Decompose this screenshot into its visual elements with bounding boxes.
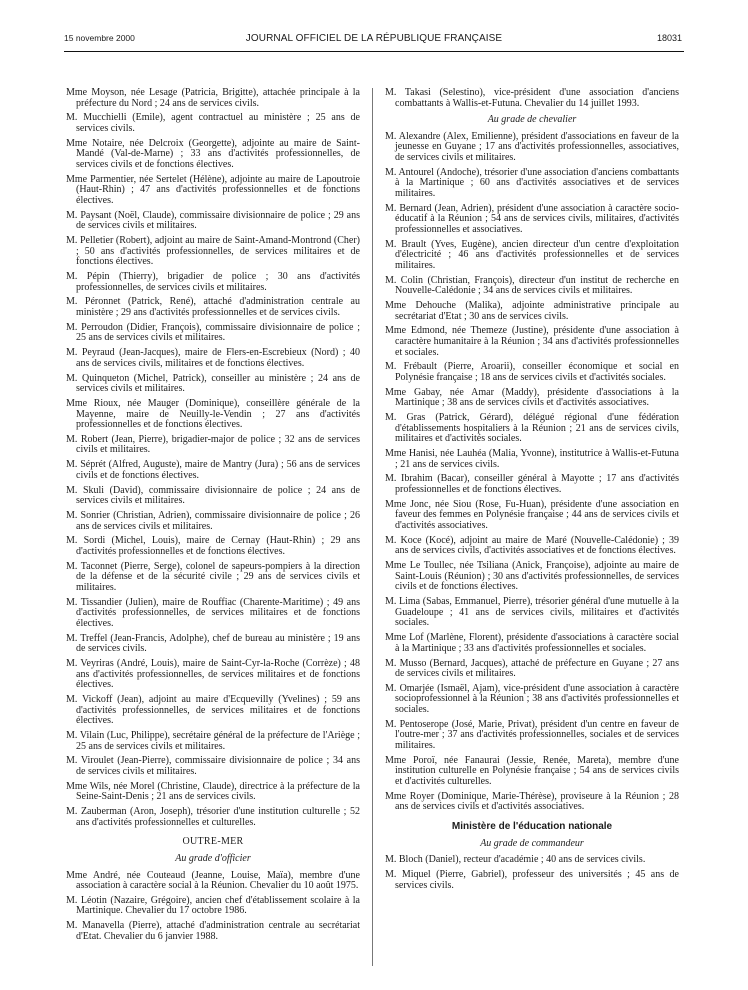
list-item: Mme Poroï, née Fanaurai (Jessie, Renée, Mareta), membre d'une institution culturelle en Polynésie française ; 54 ans de services civils et d'activités culturelles. <box>385 754 679 787</box>
left-column <box>66 88 360 947</box>
list-item: M. Vickoff (Jean), adjoint au maire d'Ecquevilly (Yvelines) ; 59 ans d'activités professionnelles, de services militaires et de fonctions électives. <box>66 694 360 727</box>
list-item: M. Peyraud (Jean-Jacques), maire de Flers-en-Escrebieux (Nord) ; 40 ans de services civils, militaires et de fonctions électives. <box>66 347 360 369</box>
list-item: Mme Royer (Dominique, Marie-Thérèse), proviseure à la Réunion ; 28 ans de services civils et d'activités associatives. <box>385 790 679 813</box>
list-item: M. Pelletier (Robert), adjoint au maire de Saint-Amand-Montrond (Cher) ; 50 ans d'activités professionnelles, de services militaires et de fonctions électives. <box>66 235 360 268</box>
list-item: M. Ibrahim (Bacar), conseiller général à Mayotte ; 17 ans d'activités professionnelles et de fonctions électives. <box>385 473 679 496</box>
list-item: M. Musso (Bernard, Jacques), attaché de préfecture en Guyane ; 27 ans de services civils et militaires. <box>385 657 679 680</box>
list-item: M. Paysant (Noël, Claude), commissaire divisionnaire de police ; 29 ans de services civils et militaires. <box>66 209 360 232</box>
list-item: M. Miquel (Pierre, Gabriel), professeur des universités ; 45 ans de services civils. <box>385 868 679 891</box>
page-header <box>0 33 748 47</box>
left-entries-list <box>66 88 360 828</box>
list-item: M. Mucchielli (Emile), agent contractuel au ministère ; 25 ans de services civils. <box>66 112 360 134</box>
list-item: M. Viroulet (Jean-Pierre), commissaire divisionnaire de police ; 34 ans de services civils et militaires. <box>66 755 360 777</box>
list-item: Mme André, née Couteaud (Jeanne, Louise, Maïa), membre d'une association à caractère social à la Réunion. Chevalier du 10 août 1975. <box>66 869 360 892</box>
list-item: M. Vilain (Luc, Philippe), secrétaire général de la préfecture de l'Ariège ; 25 ans de services civils et militaires. <box>66 730 360 752</box>
header-rule <box>64 51 684 52</box>
list-item: M. Taconnet (Pierre, Serge), colonel de sapeurs-pompiers à la direction de la défense et de la sécurité civile ; 29 ans de services civils et militaires. <box>66 560 360 593</box>
list-item: M. Skuli (David), commissaire divisionnaire de police ; 24 ans de services civils et militaires. <box>66 484 360 507</box>
list-item: M. Frébault (Pierre, Aroarii), conseiller économique et social en Polynésie française ; 18 ans de services civils et d'activités sociales. <box>385 361 679 383</box>
section-heading-outre-mer: OUTRE-MER <box>182 836 244 848</box>
list-item: M. Quinqueton (Michel, Patrick), conseiller au ministère ; 24 ans de services civils et militaires. <box>66 372 360 395</box>
page-number: 18031 <box>656 33 682 43</box>
list-item: M. Bloch (Daniel), recteur d'académie ; 40 ans de services civils. <box>385 854 646 866</box>
list-item: M. Treffel (Jean-Francis, Adolphe), chef de bureau au ministère ; 19 ans de services civils. <box>66 632 360 655</box>
publication-date: 15 novembre 2000 <box>64 33 135 43</box>
journal-title: JOURNAL OFFICIEL DE LA RÉPUBLIQUE FRANÇAISE <box>245 33 503 44</box>
grade-heading-commandeur: Au grade de commandeur <box>480 837 584 849</box>
list-item: Mme Jonc, née Siou (Rose, Fu-Huan), présidente d'une association en faveur des femmes en Polynésie française ; 44 ans de services civils et d'activités associatives. <box>385 498 679 532</box>
ministry-heading: Ministère de l'éducation nationale <box>451 820 613 832</box>
list-item: Mme Le Toullec, née Tsiliana (Anick, Françoise), adjointe au maire de Saint-Louis (Réunion) ; 30 ans d'activités professionnelles, de services civils et de fonctions électives. <box>385 560 679 593</box>
list-item: M. Brault (Yves, Eugène), ancien directeur d'un centre d'exploitation d'électricité ; 46 ans d'activités professionnelles et de services militaires. <box>385 238 679 271</box>
list-item: M. Takasi (Selestino), vice-président d'une association d'anciens combattants à Wallis-et-Futuna. Chevalier du 14 juillet 1993. <box>385 87 679 109</box>
list-item: Mme Edmond, née Themeze (Justine), présidente d'une association à caractère humanitaire à la Réunion ; 34 ans d'activités professionnelles et sociales. <box>385 325 679 358</box>
list-item: M. Tissandier (Julien), maire de Rouffiac (Charente-Maritime) ; 49 ans d'activités professionnelles, de services militaires et de fonctions électives. <box>66 596 360 629</box>
officier-entries-list <box>66 871 360 943</box>
list-item: M. Veyriras (André, Louis), maire de Saint-Cyr-la-Roche (Corrèze) ; 48 ans d'activités professionnelles, de services militaires et de fonctions électives. <box>66 658 360 691</box>
list-item: Mme Hanisi, née Lauhéa (Malia, Yvonne), institutrice à Wallis-et-Futuna ; 21 ans de services civils. <box>385 448 679 470</box>
list-item: M. Robert (Jean, Pierre), brigadier-major de police ; 32 ans de services civils et militaires. <box>66 433 360 456</box>
right-column <box>385 88 679 895</box>
list-item: Mme Gabay, née Amar (Maddy), présidente d'associations à la Martinique ; 38 ans de services civils et d'activités associatives. <box>385 386 679 409</box>
column-divider <box>372 88 373 966</box>
list-item: M. Pentoserope (José, Marie, Privat), président d'un centre en faveur de l'outre-mer ; 37 ans d'activités professionnelles, sociales et de services militaires. <box>385 718 679 752</box>
list-item: M. Pépin (Thierry), brigadier de police ; 30 ans d'activités professionnelles, de services civils et militaires. <box>66 271 360 293</box>
list-item: M. Lima (Sabas, Emmanuel, Pierre), trésorier général d'une mutuelle à la Guadeloupe ; 41 ans de services civils, militaires et d'activités sociales. <box>385 596 679 629</box>
list-item: Mme Notaire, née Delcroix (Georgette), adjointe au maire de Saint-Mandé (Val-de-Marne) ; 33 ans d'activités professionnelles, de services civils et de fonctions électives. <box>66 137 360 170</box>
list-item: M. Manavella (Pierre), attaché d'administration centrale au secrétariat d'Etat. Chevalier du 6 janvier 1988. <box>66 920 360 942</box>
grade-heading-chevalier: Au grade de chevalier <box>487 114 577 126</box>
list-item: M. Sordi (Michel, Louis), maire de Cernay (Haut-Rhin) ; 29 ans d'activités professionnelles et de fonctions électives. <box>66 535 360 557</box>
list-item: M. Koce (Kocé), adjoint au maire de Maré (Nouvelle-Calédonie) ; 39 ans de services civils, d'activités associatives et de fonctions électives. <box>385 534 679 557</box>
list-item: Mme Parmentier, née Sertelet (Hélène), adjointe au maire de Lapoutroie (Haut-Rhin) ; 47 ans d'activités professionnelles et de fonctions électives. <box>66 173 360 206</box>
right-top-entries-list <box>385 88 679 109</box>
list-item: Mme Dehouche (Malika), adjointe administrative principale au secrétariat d'Etat ; 30 ans de services civils. <box>385 300 679 322</box>
list-item: M. Colin (Christian, François), directeur d'un institut de recherche en Nouvelle-Calédonie ; 34 ans de services civils et militaires. <box>385 274 679 297</box>
list-item: M. Léotin (Nazaire, Grégoire), ancien chef d'établissement scolaire à la Martinique. Chevalier du 17 octobre 1986. <box>66 894 360 917</box>
list-item: M. Séprét (Alfred, Auguste), maire de Mantry (Jura) ; 56 ans de services civils et de fonctions électives. <box>66 459 360 481</box>
ministry-entries-list <box>385 855 679 891</box>
list-item: M. Péronnet (Patrick, René), attaché d'administration centrale au ministère ; 29 ans d'activités professionnelles et de services civils. <box>66 296 360 318</box>
list-item: M. Antourel (Andoche), trésorier d'une association d'anciens combattants à la Martinique ; 60 ans d'activités associatives et de services militaires. <box>385 166 679 199</box>
grade-heading-officier: Au grade d'officier <box>175 852 251 864</box>
list-item: M. Gras (Patrick, Gérard), délégué régional d'une fédération d'établissements hospitaliers à la Réunion ; 21 ans de services civils, militaires et d'activités sociales. <box>385 412 679 445</box>
list-item: Mme Wils, née Morel (Christine, Claude), directrice à la préfecture de la Seine-Saint-Denis ; 21 ans de services civils. <box>66 780 360 803</box>
list-item: M. Zauberman (Aron, Joseph), trésorier d'une institution culturelle ; 52 ans d'activités professionnelles et culturelles. <box>66 806 360 828</box>
list-item: Mme Moyson, née Lesage (Patricia, Brigitte), attachée principale à la préfecture du Nord ; 24 ans de services civils. <box>66 87 360 109</box>
list-item: Mme Rioux, née Mauger (Dominique), conseillère générale de la Mayenne, maire de Neuilly-le-Vendin ; 27 ans d'activités professionnelles et de fonctions électives. <box>66 397 360 431</box>
list-item: M. Sonrier (Christian, Adrien), commissaire divisionnaire de police ; 26 ans de services civils et militaires. <box>66 510 360 532</box>
list-item: M. Alexandre (Alex, Emilienne), président d'associations en faveur de la jeunesse en Guyane ; 17 ans d'activités professionnelles, associatives, de services civils et militaires. <box>385 130 679 163</box>
list-item: Mme Lof (Marlène, Florent), présidente d'associations à caractère social à la Martinique ; 33 ans d'activités professionnelles et sociales. <box>385 632 679 654</box>
list-item: M. Perroudon (Didier, François), commissaire divisionnaire de police ; 25 ans de services civils et militaires. <box>66 321 360 344</box>
chevalier-entries-list <box>385 132 679 813</box>
list-item: M. Omarjée (Ismaël, Ajam), vice-président d'une association à caractère socioprofessionnel à la Réunion ; 38 ans d'activités professionnelles et sociales. <box>385 682 679 716</box>
list-item: M. Bernard (Jean, Adrien), président d'une association à caractère socio-éducatif à la Réunion ; 54 ans de services civils, militaires, d'activités professionnelles et associatives. <box>385 202 679 235</box>
